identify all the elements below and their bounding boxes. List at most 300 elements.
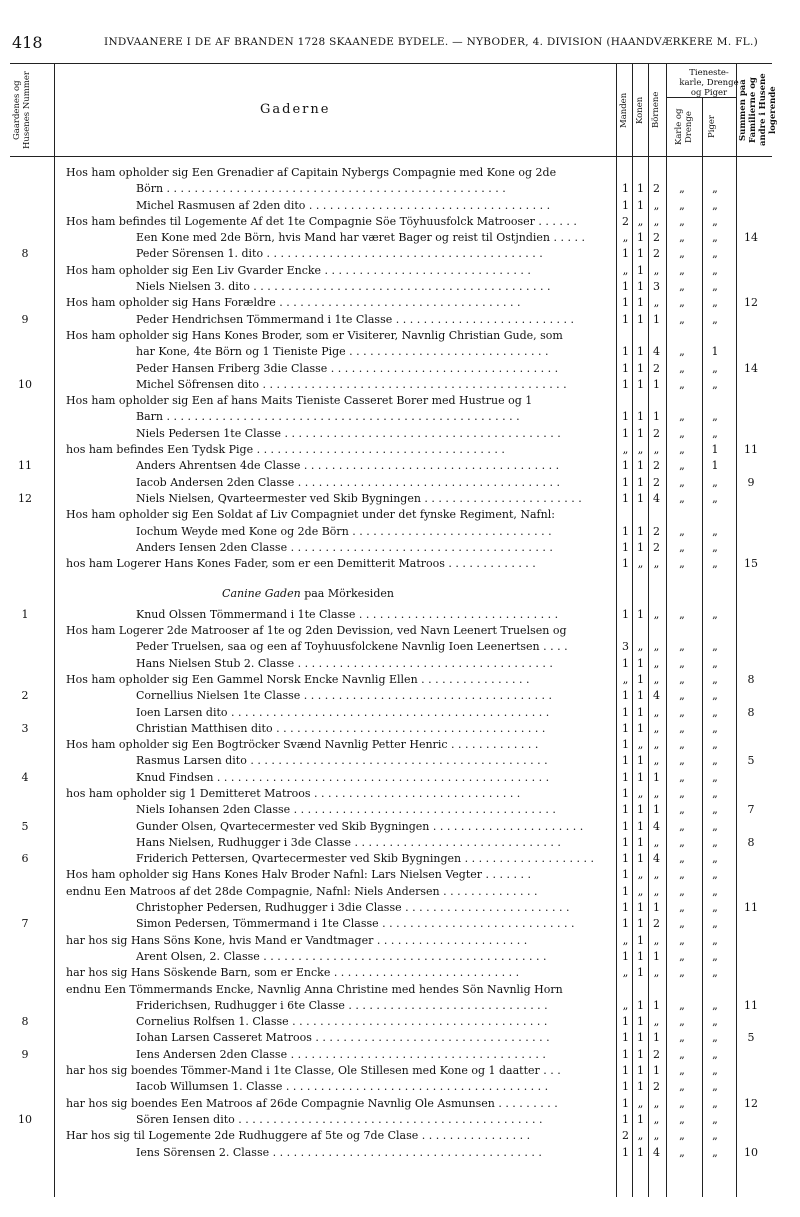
count-manden: 1 (622, 949, 629, 963)
count-manden: 1 (622, 1096, 629, 1110)
count-born: 1 (653, 998, 660, 1012)
table-row (0, 1063, 800, 1079)
entry-text: Anders Iensen 2den Classe . . . . . . . . . . . . . . . . . . . . . . . . . . . . . . . . . . . . . . (136, 540, 553, 554)
table-row (0, 263, 800, 279)
count-manden: 1 (622, 868, 629, 882)
count-piger: „ (712, 475, 718, 489)
count-born: 1 (653, 410, 660, 424)
count-konen: 1 (637, 231, 644, 245)
count-konen: 1 (637, 754, 644, 768)
count-manden: 1 (622, 557, 629, 571)
column-header-gaderne: Gaderne (260, 102, 331, 117)
entry-text: har Kone, 4te Börn og 1 Tieniste Pige . . . . . . . . . . . . . . . . . . . . . . . . . . . . . (136, 345, 549, 359)
count-manden: 1 (622, 361, 629, 375)
entry-text: Hos ham befindes til Logemente Af det 1te Compagnie Söe Töyhuusfolck Matrooser . . . . . . (66, 214, 577, 228)
house-number: 12 (18, 491, 32, 505)
count-konen: „ (637, 868, 644, 882)
entry-text: Niels Nielsen 3. dito . . . . . . . . . . . . . . . . . . . . . . . . . . . . . . . . . . . . . . . . . . . (136, 280, 551, 294)
count-karle: „ (679, 1129, 685, 1143)
count-piger: „ (712, 1015, 718, 1029)
count-born: 1 (653, 901, 660, 915)
count-manden: „ (622, 263, 629, 277)
count-piger: „ (712, 738, 718, 752)
table-row (0, 312, 800, 328)
table-row (0, 361, 800, 377)
table-row (0, 884, 800, 900)
count-karle: „ (679, 443, 685, 457)
count-manden: „ (622, 933, 629, 947)
house-number: 11 (18, 459, 32, 473)
household-sum: 12 (744, 1096, 758, 1110)
entry-text: Iacob Willumsen 1. Classe . . . . . . . . . . . . . . . . . . . . . . . . . . . . . . . . . . . . . . (136, 1080, 549, 1094)
table-row (0, 279, 800, 295)
entry-text: Hos ham opholder sig Een Gammel Norsk Encke Navnlig Ellen . . . . . . . . . . . . . . . . (66, 672, 530, 686)
count-piger: „ (712, 933, 718, 947)
house-number: 6 (21, 852, 29, 866)
count-piger: „ (712, 868, 718, 882)
count-born: „ (653, 443, 660, 457)
entry-text: Hos ham opholder sig Hans Kones Broder, som er Visiterer, Navnlig Christian Gude, som (66, 328, 563, 342)
count-manden: 1 (622, 1047, 629, 1061)
entry-text: Niels Iohansen 2den Classe . . . . . . . . . . . . . . . . . . . . . . . . . . . . . . . . . . . . . . (136, 803, 556, 817)
count-konen: 1 (637, 247, 644, 261)
entry-text: Niels Nielsen, Qvarteermester ved Skib Bygningen . . . . . . . . . . . . . . . . . . . . . . . (136, 491, 582, 505)
table-row (0, 933, 800, 949)
count-manden: 1 (622, 377, 629, 391)
count-manden: 1 (622, 182, 629, 196)
entry-text: Iens Andersen 2den Classe . . . . . . . . . . . . . . . . . . . . . . . . . . . . . . . . . . . . . (136, 1047, 546, 1061)
count-karle: „ (679, 933, 685, 947)
count-born: „ (653, 721, 660, 735)
house-number: 1 (21, 607, 29, 621)
count-piger: „ (712, 426, 718, 440)
count-born: 4 (653, 819, 660, 833)
count-piger: „ (712, 296, 718, 310)
count-born: 2 (653, 540, 660, 554)
count-born: „ (653, 786, 660, 800)
count-born: 2 (653, 231, 660, 245)
count-piger: „ (712, 1129, 718, 1143)
street-name: Canine Gaden (222, 587, 301, 601)
count-karle: „ (679, 1145, 685, 1159)
count-born: „ (653, 868, 660, 882)
count-manden: 1 (622, 312, 629, 326)
table-row (0, 802, 800, 818)
entry-text: Hos ham opholder sig Een Soldat af Liv Compagniet under det fynske Regiment, Nafnl: (66, 508, 555, 522)
count-konen: 1 (637, 1064, 644, 1078)
table-row (0, 867, 800, 883)
table-row (0, 230, 800, 246)
count-konen: 1 (637, 656, 644, 670)
count-konen: „ (637, 557, 644, 571)
entry-text: Peder Hendrichsen Tömmermand i 1te Classe . . . . . . . . . . . . . . . . . . . . . . . . . . (136, 312, 575, 326)
count-born: „ (653, 1112, 660, 1126)
count-karle: „ (679, 296, 685, 310)
table-row (0, 607, 800, 623)
count-piger: „ (712, 1145, 718, 1159)
count-born: 4 (653, 689, 660, 703)
table-header (10, 63, 778, 157)
count-manden: 1 (622, 835, 629, 849)
count-konen: 1 (637, 803, 644, 817)
count-born: 1 (653, 312, 660, 326)
count-konen: 1 (637, 459, 644, 473)
entry-text: Arent Olsen, 2. Classe . . . . . . . . . . . . . . . . . . . . . . . . . . . . . . . . . . . . . . . . . (136, 949, 547, 963)
count-konen: 1 (637, 672, 644, 686)
table-row (0, 507, 800, 523)
table-row (0, 1145, 800, 1161)
count-karle: „ (679, 705, 685, 719)
count-karle: „ (679, 819, 685, 833)
count-konen: „ (637, 1129, 644, 1143)
count-piger: „ (712, 607, 718, 621)
count-manden: 1 (622, 540, 629, 554)
count-manden: 1 (622, 689, 629, 703)
entry-text: har hos sig boendes Tömmer-Mand i 1te Classe, Ole Stillesen med Kone og 1 daatter . . . (66, 1064, 561, 1078)
entry-text: har hos sig Hans Söskende Barn, som er Encke . . . . . . . . . . . . . . . . . . . . . . . . . . . (66, 966, 520, 980)
count-karle: „ (679, 917, 685, 931)
count-manden: 2 (622, 214, 629, 228)
count-piger: „ (712, 198, 718, 212)
count-konen: 1 (637, 1031, 644, 1045)
count-piger: „ (712, 214, 718, 228)
house-number: 7 (21, 917, 29, 931)
count-born: „ (653, 933, 660, 947)
table-row (0, 214, 800, 230)
count-piger: „ (712, 705, 718, 719)
table-row (0, 246, 800, 262)
count-konen: 1 (637, 361, 644, 375)
entry-text: har hos sig Hans Söns Kone, hvis Mand er Vandtmager . . . . . . . . . . . . . . . . . . . . . . (66, 933, 528, 947)
count-born: „ (653, 656, 660, 670)
count-born: 2 (653, 182, 660, 196)
table-row (0, 949, 800, 965)
entry-text: Hos ham opholder sig Een Bogtröcker Svænd Navnlig Petter Henric . . . . . . . . . . . . . (66, 738, 539, 752)
household-sum: 12 (744, 296, 758, 310)
count-karle: „ (679, 231, 685, 245)
household-sum: 5 (747, 754, 755, 768)
entry-text: har hos sig boendes Een Matroos af 26de Compagnie Navnlig Ole Asmunsen . . . . . . . . . (66, 1096, 558, 1110)
count-konen: 1 (637, 1145, 644, 1159)
entry-text: hos ham opholder sig 1 Demitteret Matroos . . . . . . . . . . . . . . . . . . . . . . . . . . . . . . (66, 786, 521, 800)
table-row (0, 639, 800, 655)
count-karle: „ (679, 1096, 685, 1110)
entry-text: Christian Matthisen dito . . . . . . . . . . . . . . . . . . . . . . . . . . . . . . . . . . . . . . . (136, 721, 546, 735)
count-karle: „ (679, 426, 685, 440)
count-piger: „ (712, 786, 718, 800)
count-manden: 1 (622, 345, 629, 359)
count-piger: „ (712, 231, 718, 245)
count-karle: „ (679, 852, 685, 866)
count-karle: „ (679, 901, 685, 915)
count-konen: „ (637, 786, 644, 800)
count-karle: „ (679, 640, 685, 654)
count-manden: 1 (622, 198, 629, 212)
count-konen: 1 (637, 901, 644, 915)
count-piger: „ (712, 966, 718, 980)
count-konen: „ (637, 1096, 644, 1110)
count-manden: 1 (622, 705, 629, 719)
count-piger: „ (712, 656, 718, 670)
household-sum: 5 (747, 1031, 755, 1045)
count-manden: 1 (622, 738, 629, 752)
count-konen: 1 (637, 770, 644, 784)
count-karle: „ (679, 182, 685, 196)
entry-text: Hos ham opholder sig Een af hans Maits Tieniste Casseret Borer med Hustrue og 1 (66, 394, 533, 408)
count-piger: 1 (711, 459, 719, 473)
count-born: 1 (653, 949, 660, 963)
count-manden: 1 (622, 1112, 629, 1126)
page-number: 418 (12, 33, 43, 52)
house-number: 5 (21, 819, 29, 833)
count-manden: 1 (622, 917, 629, 931)
house-number: 8 (21, 247, 29, 261)
count-karle: „ (679, 377, 685, 391)
count-manden: 1 (622, 721, 629, 735)
count-manden: 1 (622, 901, 629, 915)
count-manden: 1 (622, 1080, 629, 1094)
household-sum: 8 (747, 672, 755, 686)
count-born: „ (653, 672, 660, 686)
count-piger: „ (712, 540, 718, 554)
count-born: „ (653, 738, 660, 752)
entry-text: Iens Sörensen 2. Classe . . . . . . . . . . . . . . . . . . . . . . . . . . . . . . . . . . . . . . . (136, 1145, 542, 1159)
table-row (0, 295, 800, 311)
count-karle: „ (679, 1080, 685, 1094)
count-born: „ (653, 1015, 660, 1029)
table-row (0, 1112, 800, 1128)
count-konen: „ (637, 738, 644, 752)
table-row (0, 377, 800, 393)
count-karle: „ (679, 1015, 685, 1029)
count-born: 4 (653, 852, 660, 866)
entry-text: Friderich Pettersen, Qvartecermester ved Skib Bygningen . . . . . . . . . . . . . . . . . . . (136, 852, 594, 866)
count-manden: 3 (622, 640, 629, 654)
count-manden: 1 (622, 607, 629, 621)
count-born: 1 (653, 1031, 660, 1045)
table-row (0, 672, 800, 688)
table-row (0, 442, 800, 458)
count-born: 4 (653, 1145, 660, 1159)
entry-text: Peder Sörensen 1. dito . . . . . . . . . . . . . . . . . . . . . . . . . . . . . . . . . . . . . . . . (136, 247, 543, 261)
street-side: paa Mörkesiden (304, 587, 394, 601)
count-manden: „ (622, 443, 629, 457)
household-sum: 11 (744, 998, 758, 1012)
count-piger: „ (712, 721, 718, 735)
entry-text: Hos ham opholder sig Een Liv Gvarder Encke . . . . . . . . . . . . . . . . . . . . . . . . . . . . . . (66, 263, 531, 277)
count-manden: „ (622, 672, 629, 686)
entry-text: Börn . . . . . . . . . . . . . . . . . . . . . . . . . . . . . . . . . . . . . . . . . . . . . . . . . (136, 182, 506, 196)
house-number: 10 (18, 1112, 32, 1126)
count-piger: „ (712, 247, 718, 261)
count-karle: „ (679, 672, 685, 686)
count-piger: 1 (711, 443, 719, 457)
count-born: 1 (653, 803, 660, 817)
count-manden: 1 (622, 491, 629, 505)
count-karle: „ (679, 524, 685, 538)
table-row (0, 1128, 800, 1144)
count-born: „ (653, 884, 660, 898)
count-konen: „ (637, 640, 644, 654)
count-konen: 1 (637, 524, 644, 538)
count-konen: „ (637, 214, 644, 228)
count-born: 4 (653, 491, 660, 505)
count-konen: 1 (637, 933, 644, 947)
entry-text: Ioen Larsen dito . . . . . . . . . . . . . . . . . . . . . . . . . . . . . . . . . . . . . . . . . . . . . . (136, 705, 550, 719)
count-konen: 1 (637, 1015, 644, 1029)
count-piger: „ (712, 819, 718, 833)
table-row (0, 705, 800, 721)
count-born: 2 (653, 524, 660, 538)
count-karle: „ (679, 786, 685, 800)
count-manden: 1 (622, 884, 629, 898)
count-born: „ (653, 296, 660, 310)
table-row (0, 1079, 800, 1095)
count-manden: 1 (622, 786, 629, 800)
column-header-nummer: Gaardenes og Husenes Nummer (12, 71, 32, 149)
house-number: 8 (21, 1015, 29, 1029)
column-header-born: Börnene (651, 91, 661, 129)
table-row (0, 916, 800, 932)
count-karle: „ (679, 247, 685, 261)
table-row (0, 721, 800, 737)
count-piger: „ (712, 1047, 718, 1061)
page-header (12, 33, 792, 53)
count-piger: „ (712, 672, 718, 686)
entry-text: Iohan Larsen Casseret Matroos . . . . . . . . . . . . . . . . . . . . . . . . . . . . . . . . . . (136, 1031, 550, 1045)
table-row (0, 393, 800, 409)
count-born: 2 (653, 247, 660, 261)
table-row (0, 819, 800, 835)
count-piger: „ (712, 182, 718, 196)
count-karle: „ (679, 835, 685, 849)
count-manden: 1 (622, 852, 629, 866)
count-piger: „ (712, 640, 718, 654)
count-piger: „ (712, 1080, 718, 1094)
entry-text: Rasmus Larsen dito . . . . . . . . . . . . . . . . . . . . . . . . . . . . . . . . . . . . . . . . . . . (136, 754, 548, 768)
count-piger: „ (712, 1096, 718, 1110)
entry-text: Michel Söfrensen dito . . . . . . . . . . . . . . . . . . . . . . . . . . . . . . . . . . . . . . . . . . . . (136, 377, 567, 391)
entry-text: Niels Pedersen 1te Classe . . . . . . . . . . . . . . . . . . . . . . . . . . . . . . . . . . . . . . . . (136, 426, 561, 440)
household-sum: 14 (744, 231, 758, 245)
entry-text: endnu Een Matroos af det 28de Compagnie, Nafnl: Niels Andersen . . . . . . . . . . . . . . (66, 884, 538, 898)
house-number: 3 (21, 721, 29, 735)
count-karle: „ (679, 491, 685, 505)
household-sum: 11 (744, 901, 758, 915)
count-born: „ (653, 1096, 660, 1110)
count-karle: „ (679, 949, 685, 963)
count-manden: 1 (622, 1064, 629, 1078)
count-manden: 1 (622, 754, 629, 768)
count-manden: 1 (622, 656, 629, 670)
entry-text: Peder Truelsen, saa og een af Toyhuusfolckene Navnlig Ioen Leenertsen . . . . (136, 640, 568, 654)
count-karle: „ (679, 884, 685, 898)
count-konen: „ (637, 884, 644, 898)
count-konen: 1 (637, 280, 644, 294)
count-karle: „ (679, 263, 685, 277)
table-row (0, 426, 800, 442)
count-manden: 1 (622, 1015, 629, 1029)
count-piger: „ (712, 835, 718, 849)
count-piger: „ (712, 770, 718, 784)
count-konen: 1 (637, 917, 644, 931)
entry-text: Iochum Weyde med Kone og 2de Börn . . . . . . . . . . . . . . . . . . . . . . . . . . . . . (136, 524, 552, 538)
count-konen: 1 (637, 426, 644, 440)
table-row (0, 540, 800, 556)
entry-text: hos ham befindes Een Tydsk Pige . . . . . . . . . . . . . . . . . . . . . . . . . . . . . . . . . . . . (66, 443, 505, 457)
household-sum: 8 (747, 835, 755, 849)
entry-text: Iacob Andersen 2den Classe . . . . . . . . . . . . . . . . . . . . . . . . . . . . . . . . . . . . . . (136, 475, 560, 489)
count-karle: „ (679, 540, 685, 554)
count-born: „ (653, 557, 660, 571)
entry-text: Har hos sig til Logemente 2de Rudhuggere af 5te og 7de Clase . . . . . . . . . . . . . . . . (66, 1129, 531, 1143)
count-born: 2 (653, 1047, 660, 1061)
entry-text: Hans Nielsen Stub 2. Classe . . . . . . . . . . . . . . . . . . . . . . . . . . . . . . . . . . . . . (136, 656, 553, 670)
count-piger: „ (712, 1112, 718, 1126)
table-row (0, 786, 800, 802)
count-piger: „ (712, 689, 718, 703)
count-piger: „ (712, 491, 718, 505)
count-piger: „ (712, 1064, 718, 1078)
count-piger: „ (712, 361, 718, 375)
table-row (0, 998, 800, 1014)
count-manden: 1 (622, 803, 629, 817)
entry-text: Sören Iensen dito . . . . . . . . . . . . . . . . . . . . . . . . . . . . . . . . . . . . . . . . . . . . (136, 1112, 543, 1126)
count-manden: 1 (622, 1145, 629, 1159)
register-rows (0, 165, 800, 1161)
count-konen: 1 (637, 475, 644, 489)
count-piger: „ (712, 377, 718, 391)
count-karle: „ (679, 754, 685, 768)
count-born: 1 (653, 377, 660, 391)
count-karle: „ (679, 998, 685, 1012)
count-karle: „ (679, 361, 685, 375)
entry-text: Cornelius Rolfsen 1. Classe . . . . . . . . . . . . . . . . . . . . . . . . . . . . . . . . . . . . . (136, 1015, 548, 1029)
column-header-manden: Manden (619, 92, 629, 128)
household-sum: 15 (744, 557, 758, 571)
column-header-piger: Piger (707, 115, 717, 139)
count-konen: 1 (637, 721, 644, 735)
count-piger: „ (712, 803, 718, 817)
count-konen: 1 (637, 852, 644, 866)
count-konen: 1 (637, 1080, 644, 1094)
count-karle: „ (679, 868, 685, 882)
street-heading (0, 586, 800, 602)
house-number: 9 (21, 1047, 29, 1061)
house-number: 9 (21, 312, 29, 326)
column-header-tjeneste: Tieneste-karle, Drenge og Piger (679, 68, 739, 98)
entry-text: Een Kone med 2de Börn, hvis Mand har været Bager og reist til Ostjndien . . . . . (136, 231, 585, 245)
count-born: „ (653, 607, 660, 621)
count-konen: 1 (637, 998, 644, 1012)
count-born: 2 (653, 426, 660, 440)
count-piger: „ (712, 754, 718, 768)
table-row (0, 524, 800, 540)
count-born: „ (653, 754, 660, 768)
count-piger: 1 (711, 345, 719, 359)
count-karle: „ (679, 410, 685, 424)
entry-text: hos ham Logerer Hans Kones Fader, som er een Demitterit Matroos . . . . . . . . . . . . . (66, 557, 536, 571)
count-piger: „ (712, 410, 718, 424)
count-manden: 2 (622, 1129, 629, 1143)
entry-text: Hos ham opholder sig Hans Kones Halv Broder Nafnl: Lars Nielsen Vegter . . . . . . . (66, 868, 531, 882)
table-row (0, 458, 800, 474)
count-manden: 1 (622, 410, 629, 424)
count-konen: 1 (637, 312, 644, 326)
household-sum: 10 (744, 1145, 758, 1159)
count-karle: „ (679, 1064, 685, 1078)
entry-text: Knud Olssen Tömmermand i 1te Classe . . . . . . . . . . . . . . . . . . . . . . . . . . . . . (136, 607, 559, 621)
